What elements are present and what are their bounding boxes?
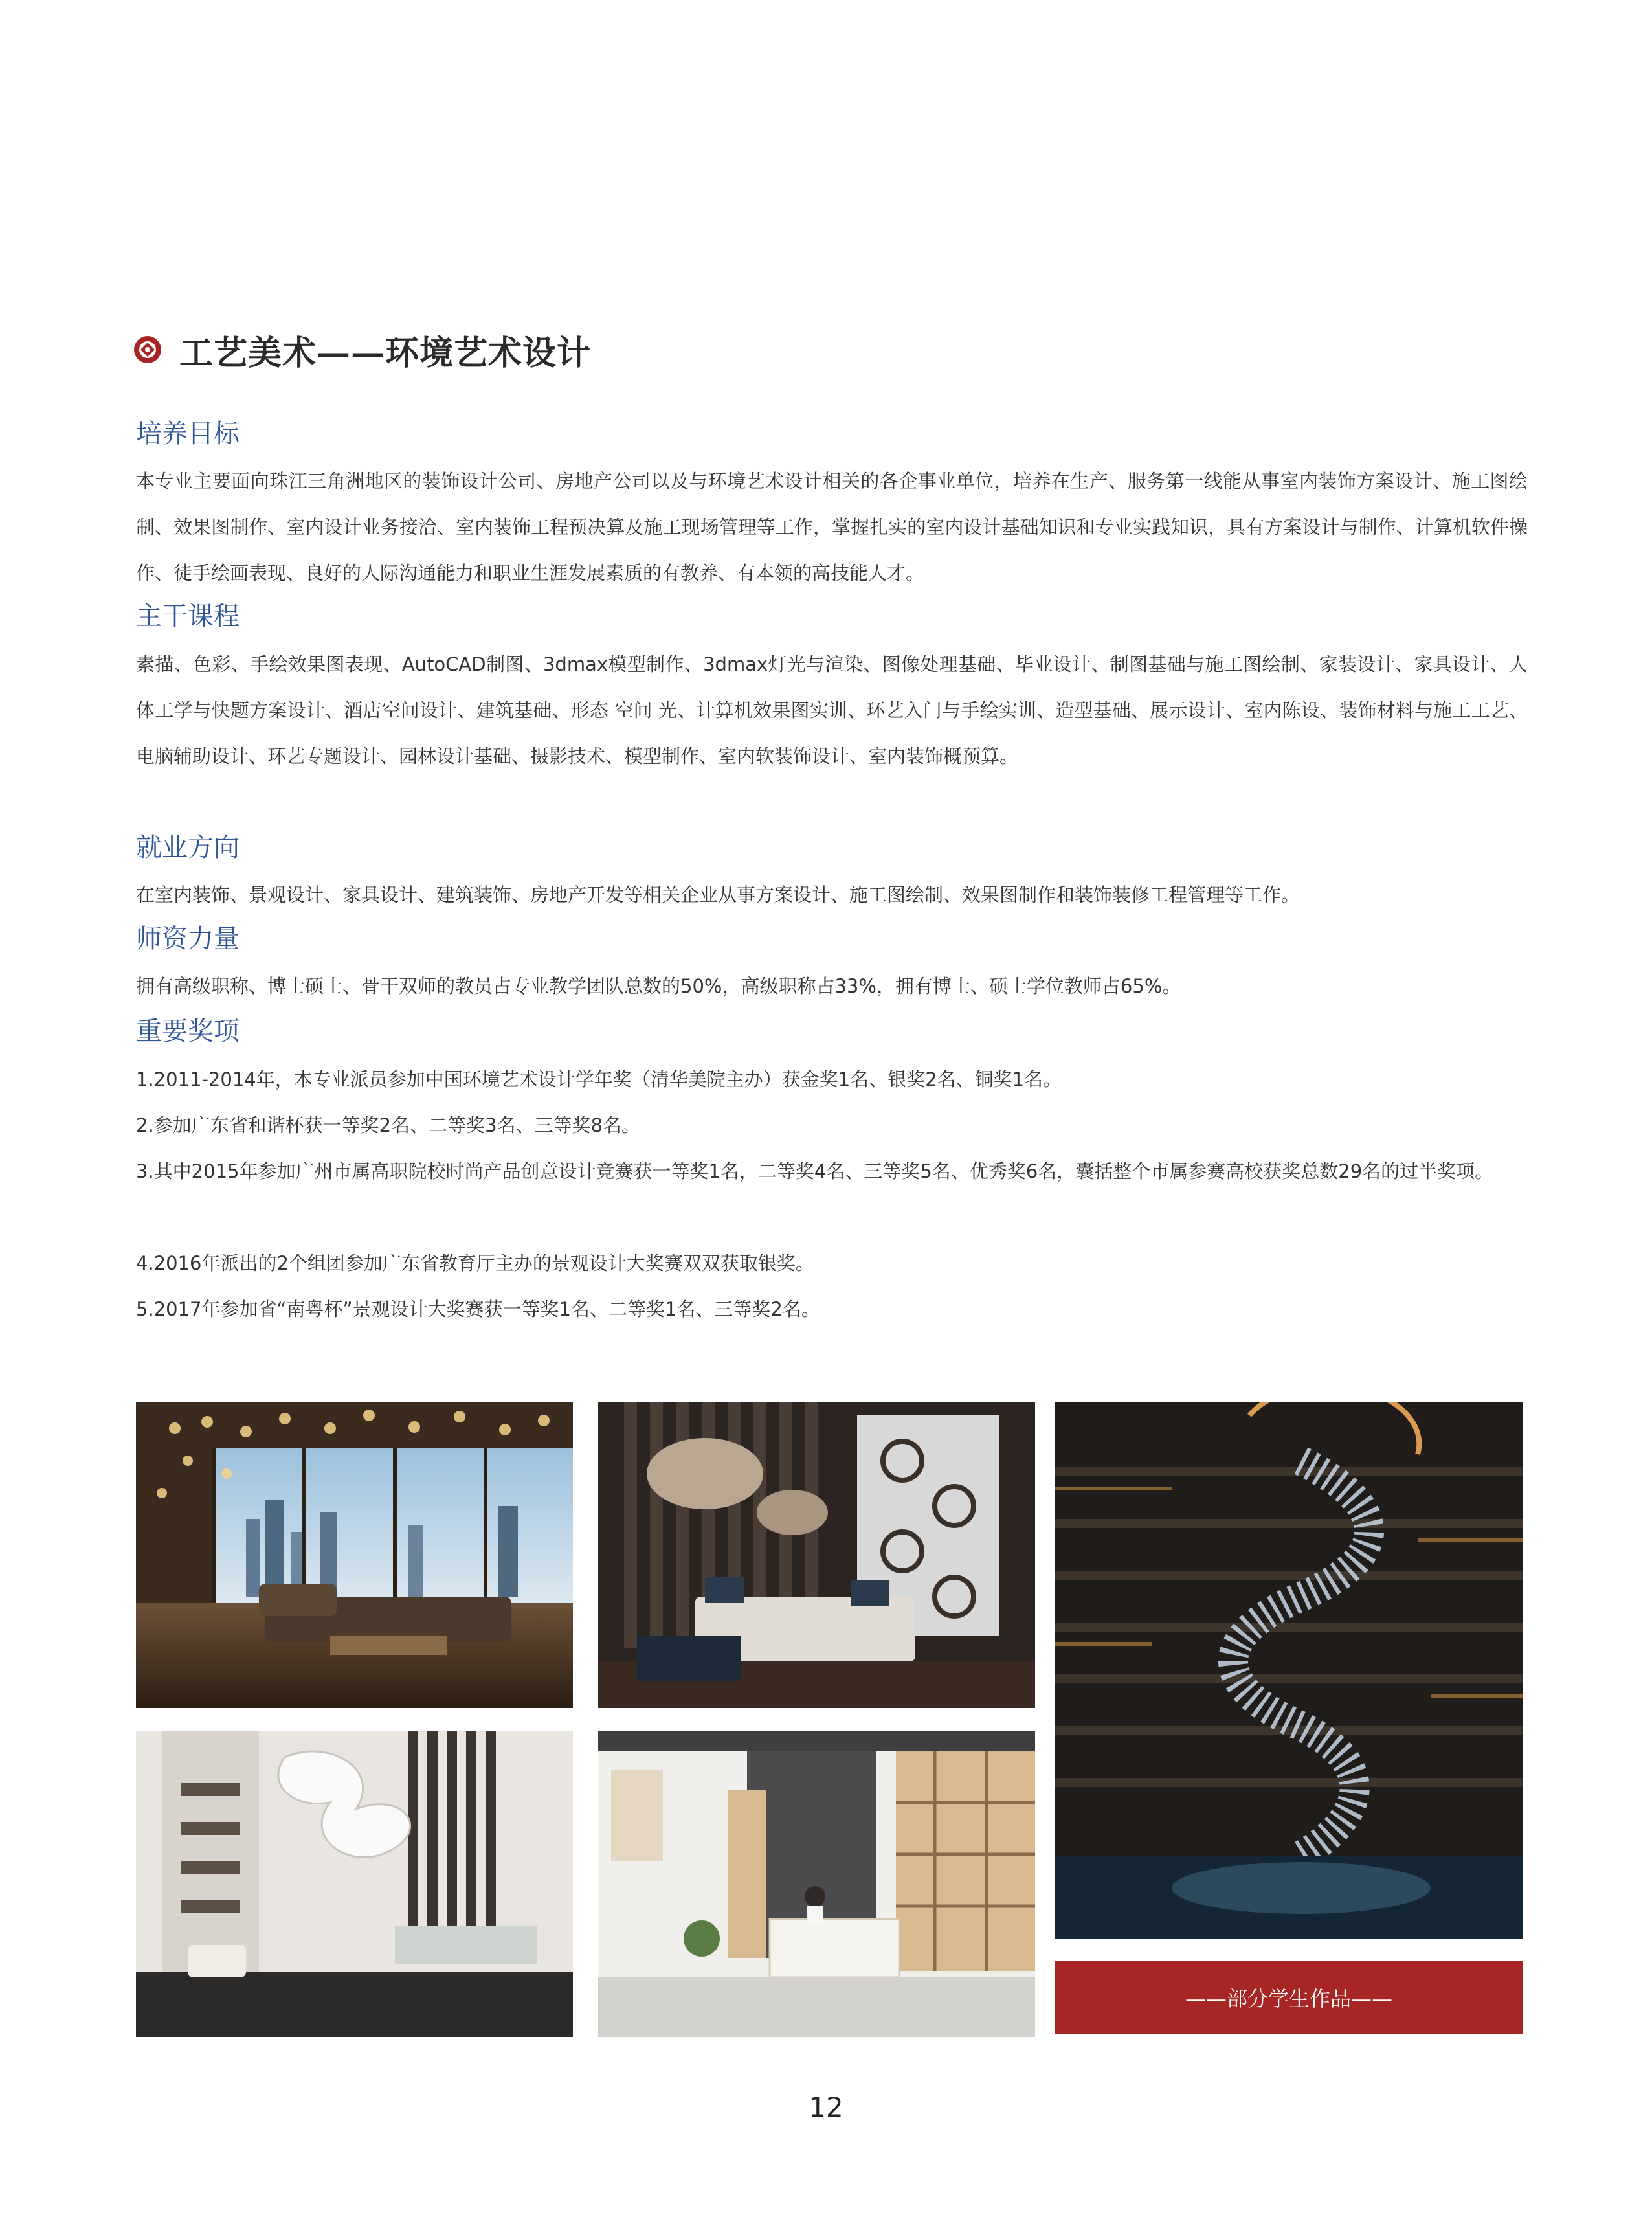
page-number: 12	[809, 2091, 843, 2123]
photo-spiral-chandelier	[1055, 1402, 1523, 1939]
employment-heading: 就业方向	[136, 833, 240, 862]
photo-lobby-sculpture	[136, 1731, 573, 2037]
photo-lounge-skyline	[136, 1402, 573, 1708]
goal-heading: 培养目标	[136, 419, 240, 449]
diamond-emblem-icon	[133, 335, 162, 365]
award-item-2: 2.参加广东省和谐杯获一等奖2名、二等奖3名、三等奖8名。	[136, 1114, 641, 1136]
award-item-3: 3.其中2015年参加广州市属高职院校时尚产品创意设计竞赛获一等奖1名，二等奖4名、三等奖5名、优秀奖6名，囊括整个市属参赛高校获奖总数29名的过半奖项。	[136, 1160, 1494, 1182]
gallery-caption: ——部分学生作品——	[1185, 1986, 1392, 2011]
award-item-1: 1.2011-2014年，本专业派员参加中国环境艺术设计学年奖（清华美院主办）获金奖1名、银奖2名、铜奖1名。	[136, 1068, 1062, 1090]
award-item-4: 4.2016年派出的2个组团参加广东省教育厅主办的景观设计大奖赛双双获取银奖。	[136, 1252, 814, 1274]
photo-reception-desk	[598, 1731, 1035, 2037]
courses-heading: 主干课程	[136, 601, 240, 631]
faculty-heading: 师资力量	[136, 924, 240, 954]
page-title	[133, 327, 591, 372]
courses-text: 素描、色彩、手绘效果图表现、AutoCAD制图、3dmax模型制作、3dmax灯光与渲染、图像处理基础、毕业设计、制图基础与施工图绘制、家装设计、家具设计、人体工学与快题方案设计、酒店空间设计、建筑基础、形态 空间 光、计算机效果图实训、环艺入门与手绘实训、造型基础、展示设计、室内陈设、装饰材料与施工工艺、电脑辅助设计、环艺专题设计、园林设计基础、摄影技术、模型制作、室内软装饰设计、室内装饰概预算。	[136, 653, 1528, 767]
goal-text: 本专业主要面向珠江三角洲地区的装饰设计公司、房地产公司以及与环境艺术设计相关的各企事业单位，培养在生产、服务第一线能从事室内装饰方案设计、施工图绘制、效果图制作、室内设计业务接洽、室内装饰工程预决算及施工现场管理等工作，掌握扎实的室内设计基础知识和专业实践知识，具有方案设计与制作、计算机软件操作、徒手绘画表现、良好的人际沟通能力和职业生涯发展素质的有教养、有本领的高技能人才。	[136, 470, 1528, 584]
awards-heading: 重要奖项	[136, 1017, 240, 1046]
faculty-text: 拥有高级职称、博士硕士、骨干双师的教员占专业教学团队总数的50%，高级职称占33%，拥有博士、硕士学位教师占65%。	[136, 975, 1181, 997]
employment-text: 在室内装饰、景观设计、家具设计、建筑装饰、房地产开发等相关企业从事方案设计、施工图绘制、效果图制作和装饰装修工程管理等工作。	[136, 884, 1300, 906]
photo-chinese-lounge	[598, 1402, 1035, 1708]
award-item-5: 5.2017年参加省“南粤杯”景观设计大奖赛获一等奖1名、二等奖1名、三等奖2名。	[136, 1298, 820, 1320]
gallery-caption-bar	[1055, 1961, 1523, 2034]
page-title-text: 工艺美术——环境艺术设计	[179, 333, 592, 373]
